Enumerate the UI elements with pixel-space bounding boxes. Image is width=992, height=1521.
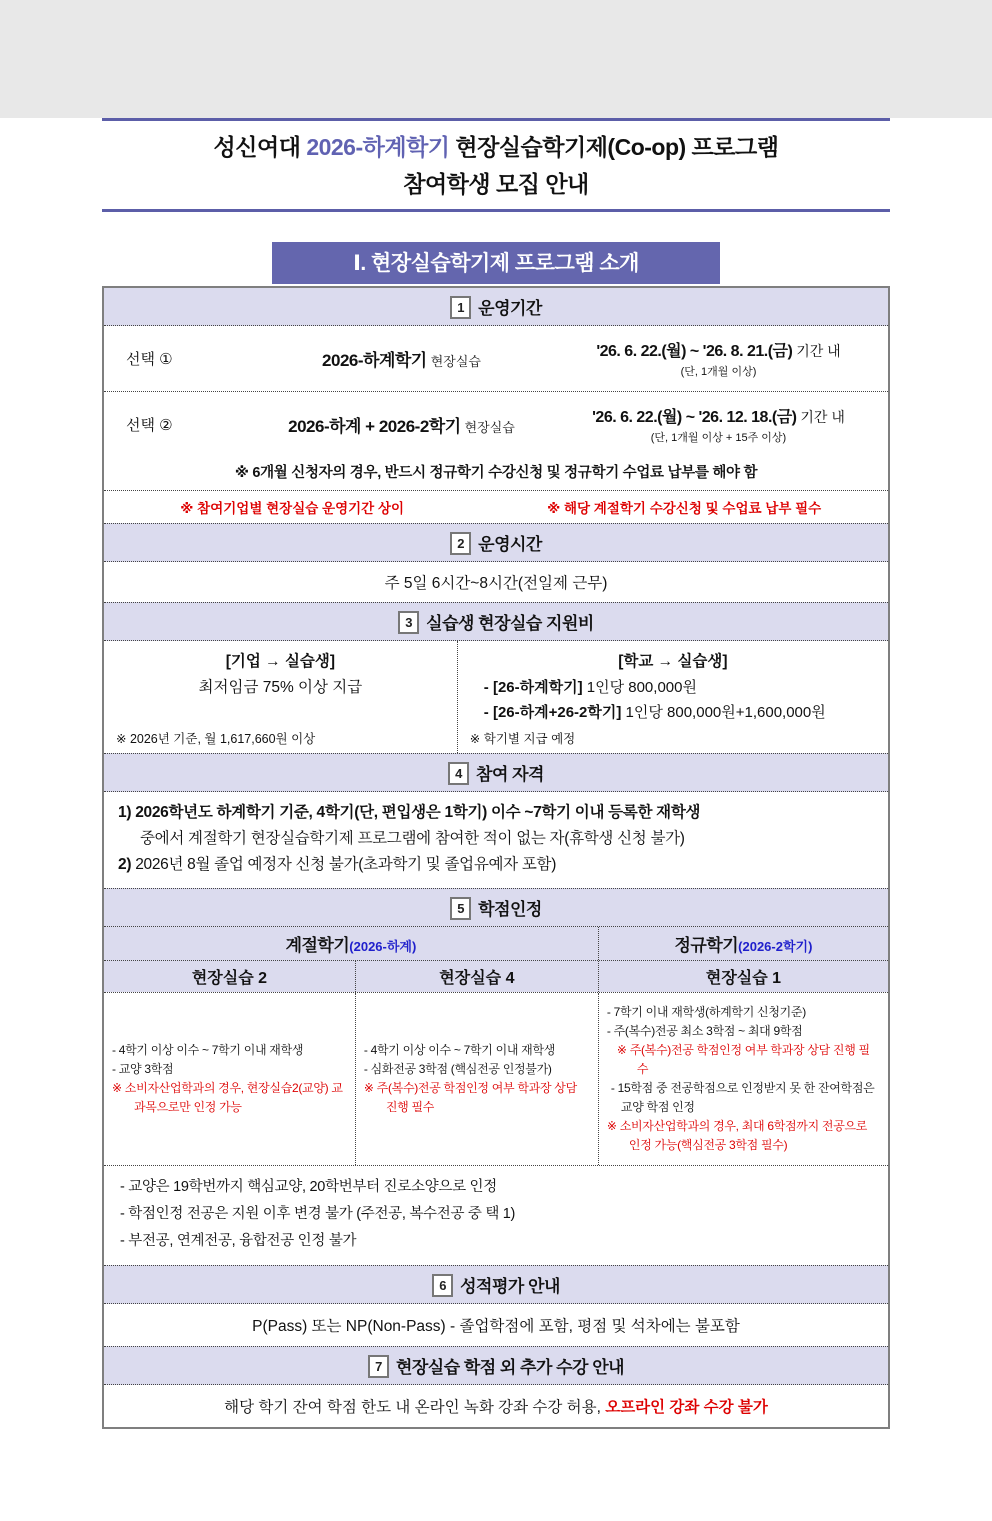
band-title: 현장실습 학점 외 추가 수강 안내 <box>395 1358 625 1377</box>
credit-line: - 7학기 이내 재학생(하계학기 신청기준) <box>606 1005 806 1019</box>
option1-label: 선택 ① <box>126 351 173 368</box>
company-heading: [기업 → 실습생] <box>225 653 336 670</box>
operating-hours-body: 주 5일 6시간~8시간(전일제 근무) <box>384 575 608 592</box>
seasonal-label: 계절학기 <box>285 936 350 955</box>
option2-name-bold: 2026-하계 + 2026-2학기 <box>288 417 461 436</box>
credit-line-red: ※ 주(복수)전공 학점인정 여부 학과장 상담 진행 필수 <box>363 1081 577 1114</box>
option1-name-bold: 2026-하계학기 <box>322 351 427 370</box>
extra-courses-red-text: 오프라인 강좌 수강 불가 <box>605 1399 768 1416</box>
extra-courses-text: 해당 학기 잔여 학점 한도 내 온라인 녹화 강좌 수강 허용, <box>224 1399 606 1416</box>
band-number: 2 <box>450 532 471 555</box>
red-note-left: ※ 참여기업별 현장실습 운영기간 상이 <box>180 501 405 516</box>
band-eligibility <box>104 753 888 792</box>
eligibility-block <box>104 792 888 888</box>
eligibility-line1: 1) 2026학년도 하계학기 기준, 4학기(단, 편입생은 1학기) 이수 ~7학기 이내 등록한 재학생 <box>118 804 701 821</box>
credit-cell-1 <box>104 993 355 1165</box>
option2-note: ※ 6개월 신청자의 경우, 반드시 정규학기 수강신청 및 정규학기 수업료 납부를 해야 함 <box>234 465 758 481</box>
credit-header-seasonal <box>104 927 598 960</box>
school-item2-bold: - [26-하계+26-2학기] <box>483 704 622 721</box>
band-title: 운영시간 <box>478 535 542 554</box>
title-highlight: 2026-하계학기 <box>306 134 450 160</box>
option1-name <box>254 346 549 371</box>
band-credit-recognition <box>104 888 888 927</box>
eligibility-line3-rest: 2026년 8월 졸업 예정자 신청 불가(초과학기 및 졸업유예자 포함) <box>131 856 557 873</box>
band-number: 6 <box>432 1274 453 1297</box>
regular-paren: (2026-2학기) <box>738 939 813 954</box>
option1-name-suffix: 현장실습 <box>430 354 481 369</box>
credit-table-header1 <box>104 927 888 960</box>
credit-note: - 학점인정 전공은 지원 이후 변경 불가 (주전공, 복수전공 중 택 1) <box>120 1206 516 1222</box>
credit-line: - 심화전공 3학점 (핵심전공 인정불가) <box>363 1062 552 1076</box>
content-box <box>102 286 890 1429</box>
option2-period-tail: 기간 내 <box>796 409 845 425</box>
option-row-2 <box>104 391 888 490</box>
band-number: 4 <box>448 762 469 785</box>
section-heading: Ⅰ. 현장실습학기제 프로그램 소개 <box>272 242 720 284</box>
credit-line: - 교양 3학점 <box>112 1062 174 1076</box>
eligibility-line3-bold: 2) <box>118 856 132 873</box>
credit-line: - 주(복수)전공 최소 3학점 ~ 최대 9학점 <box>606 1024 803 1038</box>
credit-notes <box>104 1165 888 1265</box>
document-page <box>0 118 992 1521</box>
band-support-fee <box>104 602 888 641</box>
school-item1-rest: 1인당 800,000원 <box>582 679 697 696</box>
credit-line-red: ※ 소비자산업학과의 경우, 최대 6학점까지 전공으로 인정 가능(핵심전공 3학점 필수) <box>606 1119 868 1152</box>
band-grading <box>104 1265 888 1304</box>
credit-line: - 4학기 이상 이수 ~ 7학기 이내 재학생 <box>363 1043 556 1057</box>
credit-line: - 15학점 중 전공학점으로 인정받지 못 한 잔여학점은 교양 학점 인정 <box>610 1081 875 1114</box>
title-part2: 현장실습학기제(Co-op) 프로그램 <box>449 134 779 160</box>
credit-table-header2 <box>104 960 888 992</box>
band-operating-hours <box>104 523 888 562</box>
credit-cell-2 <box>355 993 598 1165</box>
page-title-line2: 참여학생 모집 안내 <box>403 171 589 197</box>
title-top-rule <box>102 118 890 121</box>
title-part1: 성신여대 <box>213 134 307 160</box>
credit-note: - 부전공, 연계전공, 융합전공 인정 불가 <box>120 1233 357 1249</box>
title-bottom-rule <box>102 209 890 212</box>
band-title: 학점인정 <box>478 900 542 919</box>
grading-body: P(Pass) 또는 NP(Non-Pass) - 졸업학점에 포함, 평점 및 석차에는 불포함 <box>252 1318 740 1335</box>
company-body: 최저임금 75% 이상 지급 <box>198 679 363 696</box>
school-item-1 <box>484 675 876 700</box>
band-number: 7 <box>368 1355 389 1378</box>
seasonal-paren: (2026-하계) <box>349 939 417 954</box>
eligibility-line2: 중에서 계절학기 현장실습학기제 프로그램에 참여한 적이 없는 자(휴학생 신청 불가) <box>140 830 685 847</box>
school-support-cell <box>457 641 888 753</box>
credit-subheader-1: 현장실습 2 <box>191 970 268 987</box>
page-title-line1 <box>102 129 890 166</box>
eligibility-line3 <box>118 852 874 878</box>
option2-name <box>254 412 549 437</box>
credit-line: - 4학기 이상 이수 ~ 7학기 이내 재학생 <box>112 1043 304 1057</box>
option1-period-dates: '26. 6. 22.(월) ~ '26. 8. 21.(금) <box>596 343 793 360</box>
school-item1-bold: - [26-하계학기] <box>483 679 583 696</box>
band-number: 3 <box>398 611 419 634</box>
band-operating-period <box>104 288 888 326</box>
band-number: 5 <box>450 897 471 920</box>
school-note: ※ 학기별 지급 예정 <box>469 732 576 746</box>
company-support-cell <box>104 641 457 753</box>
credit-line-red: ※ 소비자산업학과의 경우, 현장실습2(교양) 교과목으로만 인정 가능 <box>112 1081 343 1114</box>
support-fee-row <box>104 641 888 753</box>
band-title: 참여 자격 <box>476 765 544 784</box>
school-item2-rest: 1인당 800,000원+1,600,000원 <box>621 704 826 721</box>
school-item-2 <box>484 700 876 725</box>
red-note-right: ※ 해당 계절학기 수강신청 및 수업료 납부 필수 <box>547 501 822 516</box>
option2-period-dates: '26. 6. 22.(월) ~ '26. 12. 18.(금) <box>592 409 797 426</box>
company-note: ※ 2026년 기준, 월 1,617,660원 이상 <box>116 732 316 746</box>
option2-period <box>549 398 888 451</box>
option-row-1 <box>104 326 888 391</box>
band-extra-courses <box>104 1346 888 1385</box>
option2-period-sub: (단, 1개월 이상 + 15주 이상) <box>650 432 787 444</box>
regular-label: 정규학기 <box>674 936 739 955</box>
option1-period-sub: (단, 1개월 이상) <box>680 366 757 378</box>
credit-header-regular <box>598 927 888 960</box>
credit-table-body <box>104 992 888 1165</box>
credit-subheader-3: 현장실습 1 <box>598 961 888 992</box>
option2-label: 선택 ② <box>126 417 173 434</box>
credit-note: - 교양은 19학번까지 핵심교양, 20학번부터 진로소양으로 인정 <box>120 1179 497 1195</box>
band-title: 운영기간 <box>478 299 542 318</box>
credit-cell-3 <box>598 993 888 1165</box>
page-title <box>102 129 890 203</box>
credit-line-red: ※ 주(복수)전공 학점인정 여부 학과장 상담 진행 필수 <box>616 1043 870 1076</box>
option1-period <box>549 332 888 385</box>
option1-period-tail: 기간 내 <box>792 343 841 359</box>
option2-name-suffix: 현장실습 <box>464 420 515 435</box>
extra-courses-body <box>104 1385 888 1427</box>
band-title: 성적평가 안내 <box>460 1277 560 1296</box>
school-items <box>470 675 876 725</box>
red-notes-row <box>104 490 888 523</box>
band-title: 실습생 현장실습 지원비 <box>426 614 594 633</box>
band-number: 1 <box>450 296 471 319</box>
credit-subheader-2: 현장실습 4 <box>355 961 598 992</box>
school-heading: [학교 → 실습생] <box>618 653 728 670</box>
